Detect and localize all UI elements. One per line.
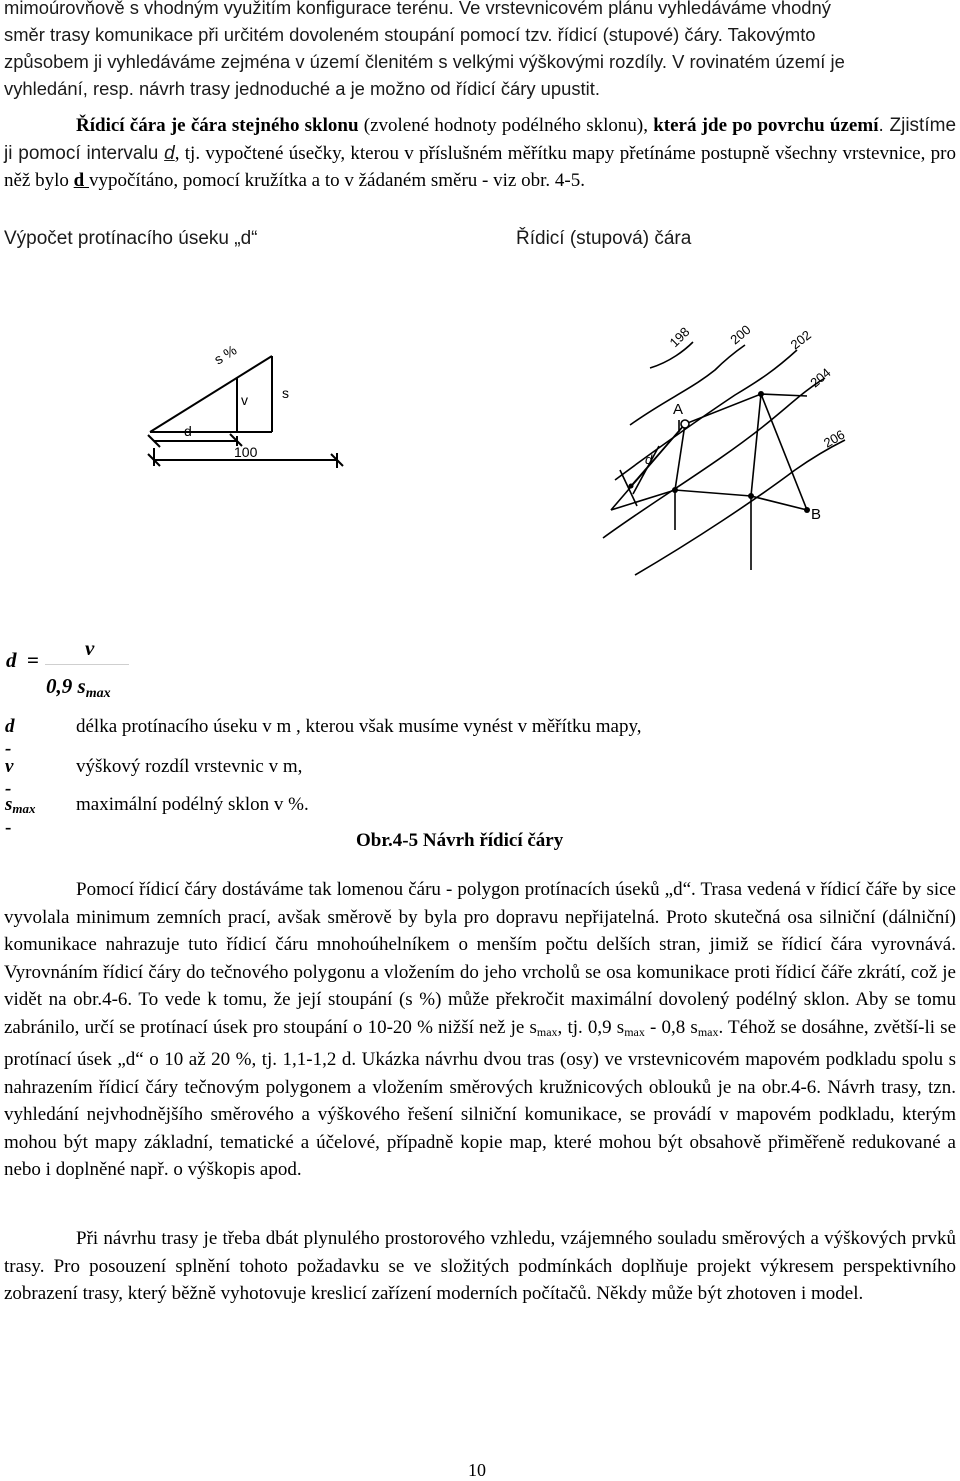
intro-paragraph [4, 0, 956, 102]
para2-sub3: max [697, 1024, 719, 1039]
para2-b: , tj. 0,9 s [557, 1016, 625, 1038]
intro-line-3: způsobem ji vyhledáváme zejména v území členitém s velkými výškovými rozdíly. V rovinatém území je [4, 51, 845, 72]
legend-symbol-sub: max [12, 801, 36, 816]
fraction-bar [45, 664, 129, 665]
slope-triangle-figure [140, 320, 360, 480]
definition-paragraph [4, 112, 956, 195]
legend-symbol [5, 794, 36, 839]
para2-sub1: max [536, 1024, 558, 1039]
legend-symbol: v - [5, 756, 14, 799]
figure-caption: Obr.4-5 Návrh řídicí čáry [356, 830, 564, 851]
point-b-label: B [811, 506, 822, 523]
para2-a: Pomocí řídicí čáry dostáváme tak lomenou čáru - polygon protínacích úseků „d“. Trasa vedená v řídicí čáře by sice vyvolala minimum zemních prací, avšak směrově by byla pro dopravu nepřijatelná. Proto skutečná osa silniční (dálniční) komunikace nahrazuje tuto řídicí čáru mnohoúhelníkem o menším počtu delších stran, jimiž se řídicí čára vyrovnává. Vyrovnáním řídicí čáry do tečnového polygonu a vložením do jeho vrcholů se osa komunikace proti řídicí čáře zkrátí, což je vidět na obr.4-6. To vede k tomu, že její stoupání (s %) může překročit maximální dovolený podélný sklon. Aby se tomu zabránilo, určí se protínací úsek pro stoupání o 10-20 % nižší než je s [4, 879, 956, 1038]
caption-left: Výpočet protínacího úseku „d“ [4, 228, 258, 249]
legend-symbol-tail: - [5, 817, 12, 838]
para2-d: . Téhož se dosáhne, zvětší-li se protínací úsek „d“ o 10 až 20 %, tj. 1,1-1,2 d. Ukázka návrhu dvou tras (osy) ve vrstevnicovém mapovém podkladu spolu s nahrazením řídicí čáry tečnovým polygonem a vložením směrových kružnicových oblouků je na obr.4-6. Návrh trasy, tzn. vyhledání nejvhodnějšího směrového a výškového řešení silniční komunikace, se provádí v mapovém podkladu, kterým mohou být mapy základní, tematické a účelové, případně kopie map, které mohou být obsahově přiměřeně redukované a nebo i doplněné např. o výškopis apod. [4, 1016, 957, 1180]
para2-sub2: max [624, 1024, 645, 1039]
page-number: 10 [468, 1460, 486, 1480]
legend-symbol-main: s [5, 794, 13, 815]
intro-line-4: vyhledání, resp. návrh trasy jednoduché a je možno od řídicí čáry upustit. [4, 78, 600, 99]
paragraph-3 [4, 1225, 956, 1308]
contour-label-206: 206 [821, 426, 848, 451]
legend-text: maximální podélný sklon v %. [76, 794, 309, 815]
def-rest-1: , tj. [174, 142, 206, 164]
legend-text: délka protínacího úseku v m , kterou však musíme vynést v měřítku mapy, [76, 716, 642, 737]
para2-c: - 0,8 s [644, 1016, 698, 1038]
intro-line-2: směr trasy komunikace při určitém dovoleném stoupání pomocí tzv. řídicí (stupové) čáry. Takovýmto [4, 24, 816, 45]
formula-denominator-main: 0,9 s [46, 674, 86, 698]
legend-text: výškový rozdíl vrstevnic v m, [76, 756, 303, 777]
def-bold-1: Řídicí čára je čára stejného sklonu [76, 115, 359, 136]
legend-symbol: d - [5, 716, 15, 759]
point-a-label: A [673, 401, 684, 418]
formula-denominator-sub: max [85, 686, 111, 701]
def-normal-1: (zvolené hodnoty podélného sklonu), [358, 115, 654, 136]
contour-figure [575, 300, 865, 590]
formula-denominator [46, 674, 111, 702]
contour-label-202: 202 [787, 327, 814, 353]
formula-numerator: v [85, 636, 95, 660]
formula-lhs: d [6, 648, 17, 672]
contour-label-198: 198 [666, 324, 693, 351]
contour-d-label: d [645, 452, 653, 467]
contour-label-200: 200 [727, 321, 754, 348]
label-s: s [282, 385, 289, 401]
contour-label-204: 204 [807, 364, 834, 391]
intro-line-1: mimoúrovňově s vhodným využitím konfigurace terénu. Ve vrstevnicovém plánu vyhledáváme vhodný [4, 0, 831, 18]
def-bold-2: která jde po povrchu území [653, 115, 879, 136]
label-100: 100 [234, 444, 258, 460]
paragraph-2 [4, 876, 956, 1184]
label-v: v [241, 392, 248, 408]
def-rest-3: vypočítáno, pomocí kružítka a to v žádaném směru - viz obr. 4-5. [88, 170, 585, 191]
def-sans-1: . Zjistíme ji pomocí intervalu [4, 115, 957, 164]
def-d-italic: d [164, 142, 175, 164]
para3-text: Při návrhu trasy je třeba dbát plynulého prostorového vzhledu, vzájemného souladu směrových a výškových prvků trasy. Pro posouzení splnění tohoto požadavku se ve složitých podmínkách doplňuje projekt výkresem perspektivního zobrazení trasy, který běžně vyhotovuje kreslicí zařízení moderních počítačů. Někdy může být zhotoven i model. [4, 1228, 956, 1304]
def-rest-2: vypočtené úsečky, kterou v příslušném měřítku mapy přetínáme postupně všechny vrstevnice, pro něž bylo [4, 142, 957, 191]
caption-right: Řídicí (stupová) čára [516, 228, 692, 249]
formula-equals: = [27, 648, 39, 672]
def-d-bold: d [73, 170, 89, 191]
label-slope: s % [211, 341, 240, 368]
label-d: d [184, 423, 192, 439]
